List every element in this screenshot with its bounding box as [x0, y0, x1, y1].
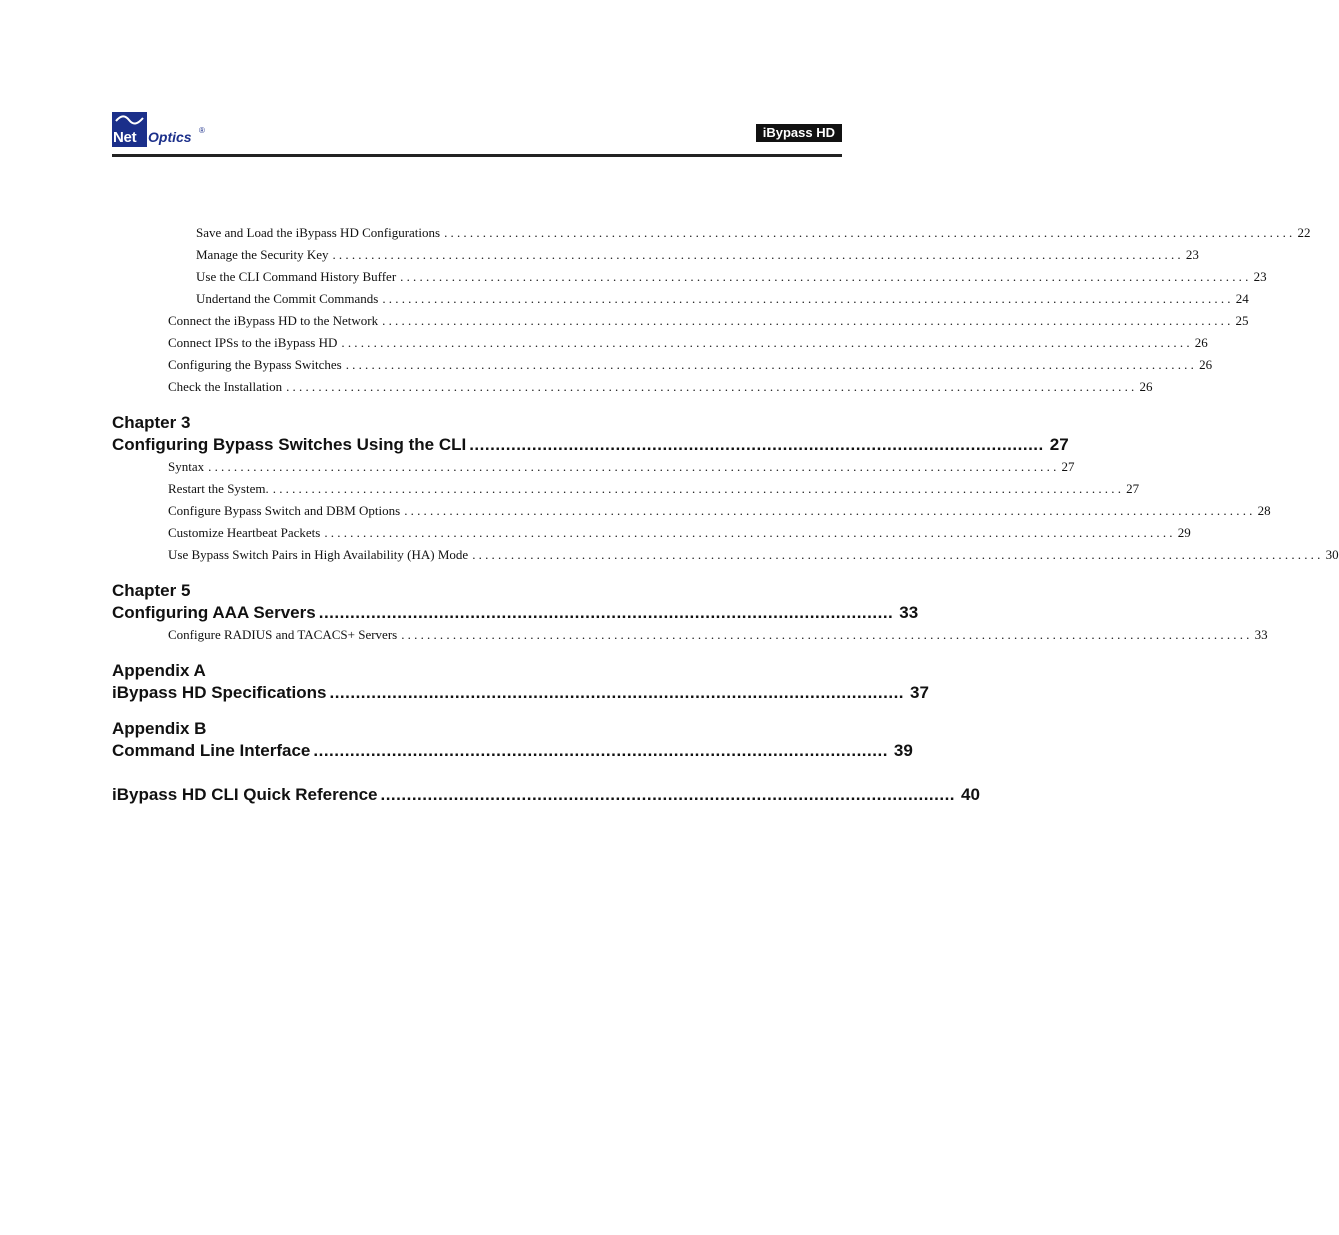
dot-leader: .................................................................................................................................... — [401, 627, 1253, 642]
toc-entry-page: 29 — [1177, 525, 1191, 540]
dot-leader: .................................................................................................................................... — [444, 225, 1296, 240]
toc-entry-label: Configure Bypass Switch and DBM Options — [168, 503, 401, 518]
chapter-title: iBypass HD CLI Quick Reference — [112, 785, 378, 804]
toc-entry[interactable] — [112, 244, 1199, 266]
toc-entry[interactable] — [112, 266, 1267, 288]
dot-leader: .................................................................................................................................... — [332, 247, 1184, 262]
logo-registered-mark: ® — [199, 126, 205, 135]
toc-entry[interactable] — [112, 624, 1268, 646]
chapter-3-title-entry[interactable] — [112, 434, 1069, 456]
toc-entry-page: 27 — [1126, 481, 1140, 496]
toc-entry-label: Use the CLI Command History Buffer — [196, 269, 397, 284]
toc-entry-label: Save and Load the iBypass HD Configurations — [196, 225, 441, 240]
dot-leader: .............................................................................................................. — [329, 683, 905, 702]
dot-leader: .............................................................................................................. — [380, 785, 956, 804]
dot-leader: .................................................................................................................................... — [382, 313, 1234, 328]
toc-entry-label: Configuring the Bypass Switches — [168, 357, 342, 372]
chapter-5-label: Chapter 5 — [112, 581, 191, 600]
toc-entry-label: Connect IPSs to the iBypass HD — [168, 335, 338, 350]
toc-entry-label: Manage the Security Key — [196, 247, 329, 262]
toc-entry-label: Restart the System. — [168, 481, 269, 496]
dot-leader: .................................................................................................................................... — [341, 335, 1193, 350]
toc-entry-page: 28 — [1257, 503, 1271, 518]
logo-net-text: Net — [113, 129, 137, 146]
toc-entry[interactable] — [112, 288, 1249, 310]
dot-leader: .............................................................................................................. — [318, 603, 894, 622]
page-header — [112, 112, 842, 157]
dot-leader: .................................................................................................................................... — [472, 547, 1324, 562]
quick-reference-entry[interactable] — [112, 784, 980, 806]
toc-entry-page: 30 — [1325, 547, 1339, 562]
logo-optics-text: Optics — [148, 129, 192, 145]
toc-entry-page: 23 — [1185, 247, 1199, 262]
toc-entry-label: Check the Installation — [168, 379, 283, 394]
toc-entry[interactable] — [112, 456, 1075, 478]
toc-entry-page: 26 — [1194, 335, 1208, 350]
chapter-5-title-entry[interactable] — [112, 602, 919, 624]
chapter-page: 33 — [899, 603, 919, 622]
chapter-page: 27 — [1049, 435, 1069, 454]
toc-entry[interactable] — [112, 478, 1140, 500]
toc-entry-page: 24 — [1235, 291, 1249, 306]
logo-mark — [112, 112, 147, 147]
table-of-contents — [112, 222, 1339, 806]
appendix-b-title-entry[interactable] — [112, 740, 913, 762]
toc-entry[interactable] — [112, 522, 1191, 544]
toc-entry-page: 22 — [1297, 225, 1311, 240]
toc-entry-page: 26 — [1139, 379, 1153, 394]
toc-entry[interactable] — [112, 354, 1213, 376]
toc-entry-label: Connect the iBypass HD to the Network — [168, 313, 379, 328]
toc-entry-label: Configure RADIUS and TACACS+ Servers — [168, 627, 398, 642]
toc-entry[interactable] — [112, 310, 1249, 332]
chapter-3-label: Chapter 3 — [112, 413, 191, 432]
toc-entry-label: Use Bypass Switch Pairs in High Availability (HA) Mode — [168, 547, 469, 562]
chapter-page: 39 — [893, 741, 913, 760]
toc-entry-page: 23 — [1253, 269, 1267, 284]
toc-entry[interactable] — [112, 500, 1271, 522]
toc-entry-page: 27 — [1061, 459, 1075, 474]
dot-leader: .................................................................................................................................... — [345, 357, 1198, 372]
dot-leader: .............................................................................................................. — [313, 741, 888, 760]
chapter-title: Command Line Interface — [112, 741, 311, 760]
dot-leader: .................................................................................................................................... — [208, 459, 1060, 474]
appendix-a-title-entry[interactable] — [112, 682, 929, 704]
dot-leader: .................................................................................................................................... — [404, 503, 1256, 518]
toc-entry-label: Syntax — [168, 459, 205, 474]
toc-entry-label: Customize Heartbeat Packets — [168, 525, 321, 540]
chapter-title: iBypass HD Specifications — [112, 683, 327, 702]
dot-leader: .................................................................................................................................... — [382, 291, 1234, 306]
dot-leader: .................................................................................................................................... — [286, 379, 1138, 394]
product-badge: iBypass HD — [756, 124, 842, 142]
wave-icon — [115, 115, 144, 125]
toc-entry-page: 26 — [1199, 357, 1213, 372]
chapter-page: 40 — [961, 785, 980, 804]
toc-entry-page: 33 — [1254, 627, 1268, 642]
toc-entry[interactable] — [112, 332, 1208, 354]
chapter-title: Configuring Bypass Switches Using the CLI — [112, 435, 467, 454]
appendix-b-label: Appendix B — [112, 719, 207, 738]
netoptics-logo — [112, 112, 232, 148]
toc-entry[interactable] — [112, 376, 1153, 398]
dot-leader: .................................................................................................................................... — [272, 481, 1125, 496]
dot-leader: .................................................................................................................................... — [400, 269, 1252, 284]
chapter-page: 37 — [910, 683, 929, 702]
toc-entry-page: 25 — [1235, 313, 1249, 328]
toc-entry-label: Undertand the Commit Commands — [196, 291, 379, 306]
dot-leader: .............................................................................................................. — [469, 435, 1044, 454]
appendix-a-label: Appendix A — [112, 661, 206, 680]
chapter-title: Configuring AAA Servers — [112, 603, 316, 622]
toc-entry[interactable] — [112, 544, 1339, 566]
dot-leader: .................................................................................................................................... — [324, 525, 1176, 540]
toc-entry[interactable] — [112, 222, 1311, 244]
